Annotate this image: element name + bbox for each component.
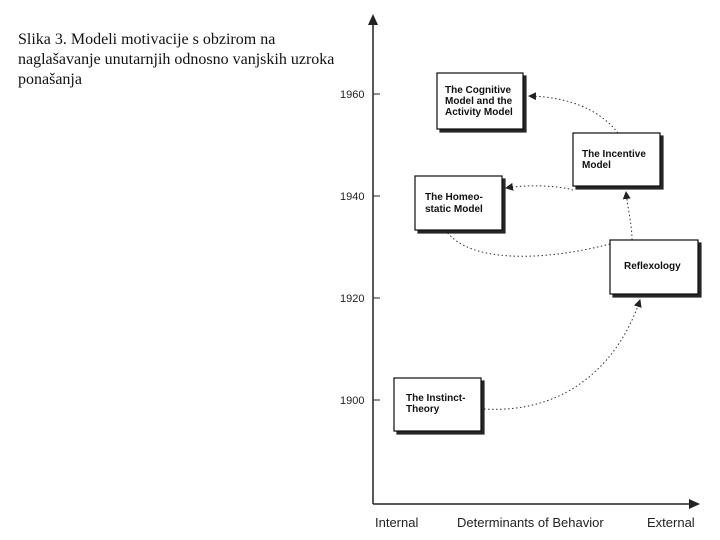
tick-label-1920: 1920: [340, 293, 365, 305]
figure-caption: Slika 3. Modeli motivacije s obzirom na naglašavanje unutarnjih odnosno vanjskih uzroka ponašanja: [18, 31, 335, 88]
homeostatic-line-1: The Homeo-: [425, 192, 483, 203]
incentive-line-2: Model: [582, 160, 611, 171]
arrow-instinct-to-reflexology: [484, 300, 640, 409]
reflexology-line-1: Reflexology: [624, 261, 681, 272]
tick-label-1960: 1960: [340, 89, 365, 101]
x-label-internal: Internal: [375, 515, 419, 530]
box-incentive-model: [573, 133, 660, 186]
tick-label-1940: 1940: [340, 191, 365, 203]
arrow-incentive-to-homeostatic: [506, 186, 573, 190]
cognitive-line-1: The Cognitive: [445, 85, 512, 96]
arrow-incentive-to-cognitive: [529, 96, 618, 133]
cognitive-line-2: Model and the: [445, 96, 513, 107]
y-axis-arrow-icon: [368, 14, 378, 25]
box-reflexology: [610, 240, 698, 294]
box-homeostatic-model: [415, 176, 502, 230]
tick-label-1900: 1900: [340, 395, 365, 407]
arrow-reflexology-to-incentive: [626, 192, 632, 240]
cognitive-line-3: Activity Model: [445, 107, 513, 118]
y-ticks: [373, 94, 380, 400]
arrow-reflexology-to-homeostatic: [447, 232, 610, 256]
instinct-line-1: The Instinct-: [406, 393, 466, 404]
box-cognitive-model: [437, 73, 523, 129]
instinct-line-2: Theory: [406, 404, 440, 415]
homeostatic-line-2: static Model: [425, 204, 483, 215]
x-label-determinants: Determinants of Behavior: [457, 515, 604, 530]
box-instinct-theory: [394, 378, 481, 431]
x-axis-arrow-icon: [689, 499, 700, 509]
x-label-external: External: [647, 515, 695, 530]
incentive-line-1: The Incentive: [582, 149, 646, 160]
